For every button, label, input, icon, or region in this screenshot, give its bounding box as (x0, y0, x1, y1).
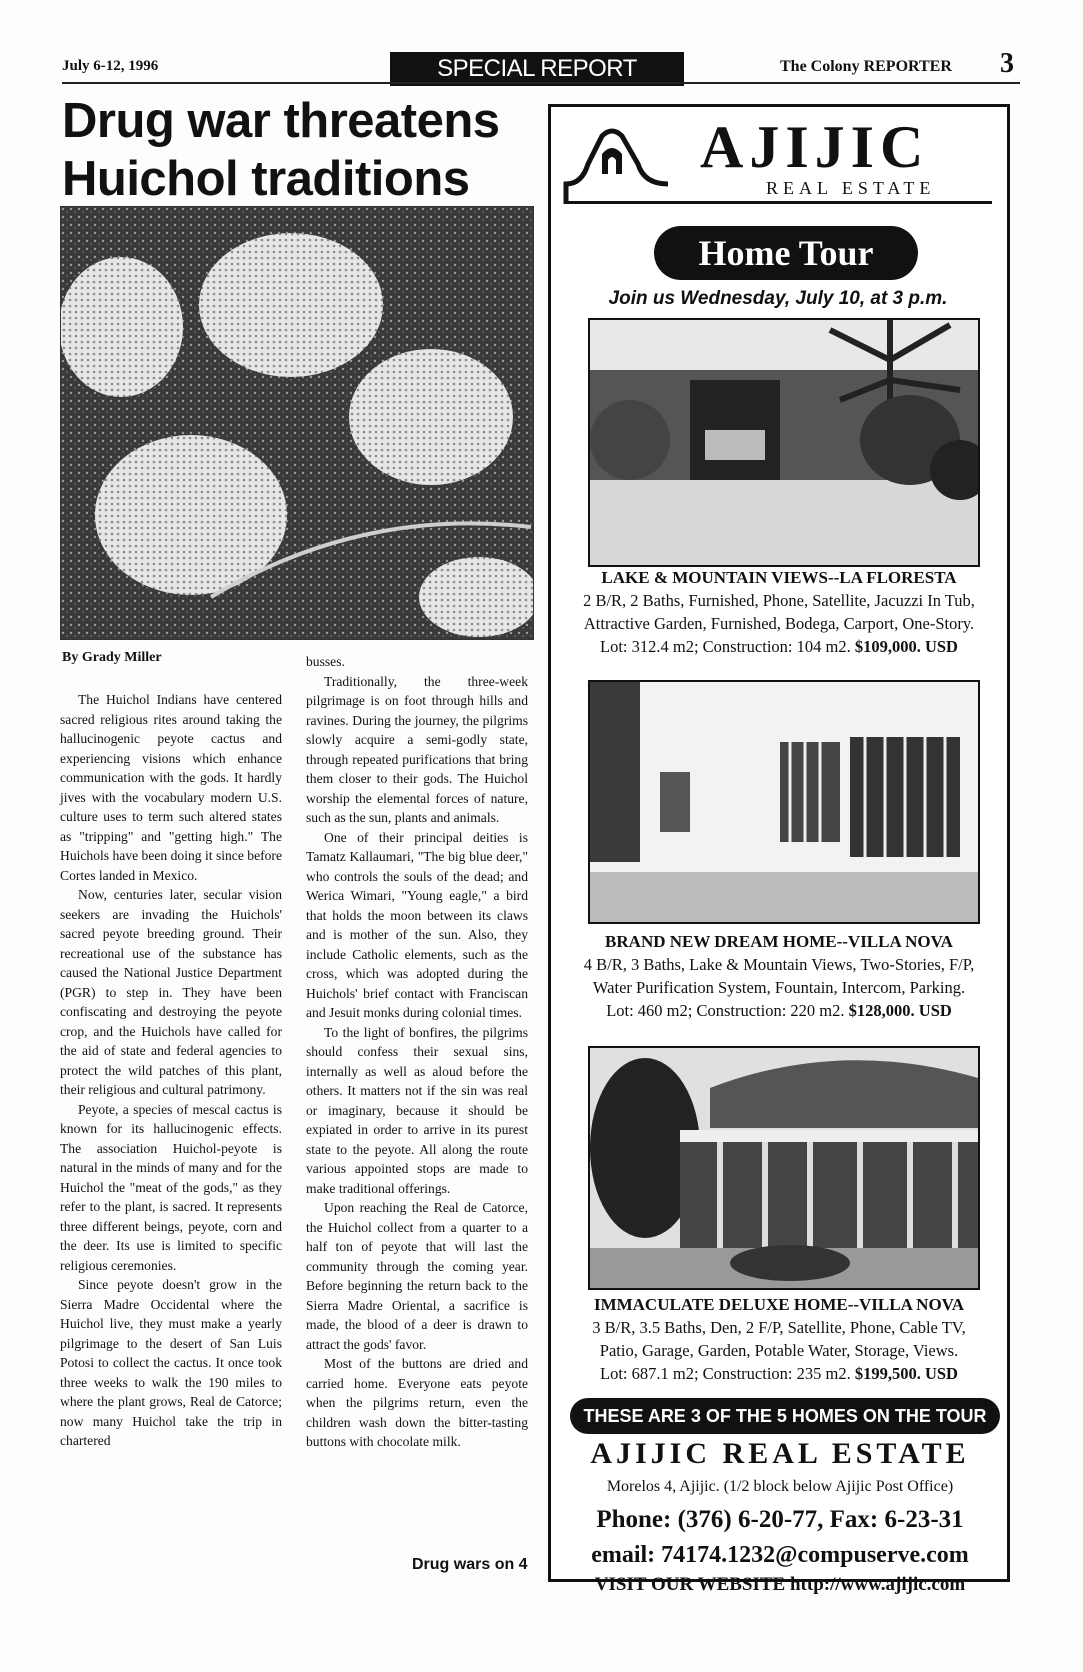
listing-features: 2 B/R, 2 Baths, Furnished, Phone, Satellite, Jacuzzi In Tub, (583, 591, 975, 610)
peyote-photo (60, 206, 534, 640)
article-column-1 (60, 690, 282, 1451)
paragraph: To the light of bonfires, the pilgrims should confess their sexual sins, internally as well as aloud before the others. It matters not if the sin was real or imaginary, because it should be expiated in order to arrive in its purest state to the peyote. All along the route various appointed stops are made to make traditional offerings. (306, 1024, 528, 1196)
paragraph: Peyote, a species of mescal cactus is known for its hallucinogenic effects. The association Huichol-peyote is natural in the minds of many and for the Huichol the "meat of the gods," as they refer to the plant, is sacred. It represents three different beings, peyote, corn and the deer. Its use is limited to specific religious ceremonies. (60, 1101, 282, 1273)
listing-features: 4 B/R, 3 Baths, Lake & Mountain Views, Two-Stories, F/P, (583, 955, 975, 974)
agency-website: VISIT OUR WEBSITE http://www.ajijic.com (594, 1574, 966, 1595)
listing-features: Water Purification System, Fountain, Intercom, Parking. (592, 978, 966, 997)
tour-banner: THESE ARE 3 OF THE 5 HOMES ON THE TOUR (570, 1398, 1000, 1434)
listing-price: $128,000. USD (848, 1001, 952, 1020)
house-photo-la-floresta (588, 318, 980, 567)
issue-date: July 6-12, 1996 (62, 58, 159, 74)
paragraph: Since peyote doesn't grow in the Sierra Madre Occidental where the Huichol live, they must make a yearly pilgrimage to the desert of San Luis Potosi to collect the cactus. It once took three weeks to walk the 190 miles to where the plant grows, Real de Catorce; now many Huichol take the trip in chartered (60, 1277, 282, 1448)
listing-1 (558, 566, 1000, 658)
continued-jump: Drug wars on 4 (412, 1556, 528, 1573)
newspaper-name: The Colony REPORTER (780, 58, 952, 75)
listing-3 (558, 1293, 1000, 1385)
ad-logo-subtitle: REAL ESTATE (766, 178, 936, 198)
listing-features: 3 B/R, 3.5 Baths, Den, 2 F/P, Satellite, Phone, Cable TV, (592, 1318, 966, 1337)
tour-invitation: Join us Wednesday, July 10, at 3 p.m. (608, 288, 948, 309)
listing-features: Attractive Garden, Furnished, Bodega, Carport, One-Story. (583, 614, 975, 633)
listing-2 (558, 930, 1000, 1022)
headline (62, 92, 542, 208)
house-photo-villa-nova-2 (588, 1046, 980, 1290)
house-photo-villa-nova-1 (588, 680, 980, 924)
house-arch-logo-icon (562, 124, 672, 208)
paragraph: One of their principal deities is Tamatz Kallaumari, "The big blue deer," who controls the souls of the dead; and Werica Wimari, "Young eagle," a bird that holds the moon between its claws and is mother of the sun. Also, they include Catholic elements, such as the cross, which was adopted during the Huichols' brief contact with Franciscan and Jesuit monks during colonial times. (306, 829, 528, 1020)
listing-lot: Lot: 687.1 m2; Construction: 235 m2. (600, 1364, 851, 1383)
listing-size (558, 635, 1000, 658)
paragraph: Upon reaching the Real de Catorce, the Huichol collect from a quarter to a half ton of peyote that will last the community through the coming year. Before beginning the return back to the Sierra Madre Oriental, a sacrifice is made, the blood of a deer is drawn to attract the gods' favor. (306, 1200, 528, 1352)
byline: By Grady Miller (62, 650, 162, 665)
paragraph: busses. (306, 654, 345, 669)
agency-address: Morelos 4, Ajijic. (1/2 block below Ajijic Post Office) (606, 1478, 954, 1495)
page-number: 3 (1000, 48, 1014, 79)
header-rule (62, 82, 1020, 84)
listing-price: $109,000. USD (854, 637, 958, 656)
paragraph: Traditionally, the three-week pilgrimage is on foot through hills and ravines. During the journey, the pilgrims slowly acquire a semi-godly state, through repeated purifications that bring them closer to their gods. The Huichol worship the elemental forces of nature, such as the sun, plants and animals. (306, 673, 528, 825)
listing-size (558, 999, 1000, 1022)
home-tour-badge: Home Tour (654, 226, 918, 280)
listing-features: Patio, Garage, Garden, Potable Water, Storage, Views. (599, 1341, 959, 1360)
paragraph: Now, centuries later, secular vision seekers are invading the Huichols' sacred peyote breeding ground. Their recreational use of the substance has caused the National Justice Department (PGR) to step in. They have been confiscating and destroying the peyote crop, and the Huichols have called for the aid of state and federal agencies to protect the wild patches of this plant, their religious and cultural patrimony. (60, 887, 282, 1097)
listing-price: $199,500. USD (854, 1364, 958, 1383)
listing-lot: Lot: 312.4 m2; Construction: 104 m2. (600, 637, 851, 656)
paragraph: Most of the buttons are dried and carried home. Everyone eats peyote when the pilgrims return, even the children wash down the bitter-tasting buttons with chocolate milk. (306, 1356, 528, 1449)
article-column-2 (306, 652, 528, 1452)
headline-line-1: Drug war threatens (62, 94, 500, 148)
agency-phone: Phone: (376) 6-20-77, Fax: 6-23-31 (596, 1506, 964, 1533)
listing-title: IMMACULATE DELUXE HOME--VILLA NOVA (593, 1295, 965, 1314)
ad-logo-rule (566, 201, 992, 204)
ad-logo-title: AJIJIC (700, 114, 930, 180)
listing-title: LAKE & MOUNTAIN VIEWS--LA FLORESTA (601, 568, 957, 587)
section-banner: SPECIAL REPORT (390, 52, 684, 86)
listing-size (558, 1362, 1000, 1385)
paragraph: The Huichol Indians have centered sacred religious rites around taking the hallucinogenic peyote cactus and experiencing visions which enhance communication with the gods. It hardly jives with the vocabulary modern U.S. culture uses to term such altered states as "tripping" and "getting high." The Huichols have been doing it since before Cortes landed in Mexico. (60, 692, 282, 883)
listing-title: BRAND NEW DREAM HOME--VILLA NOVA (605, 932, 953, 951)
agency-email: email: 74174.1232@compuserve.com (591, 1542, 969, 1568)
headline-line-2: Huichol traditions (62, 152, 470, 206)
agency-name: AJIJIC REAL ESTATE (590, 1437, 970, 1470)
listing-lot: Lot: 460 m2; Construction: 220 m2. (606, 1001, 845, 1020)
